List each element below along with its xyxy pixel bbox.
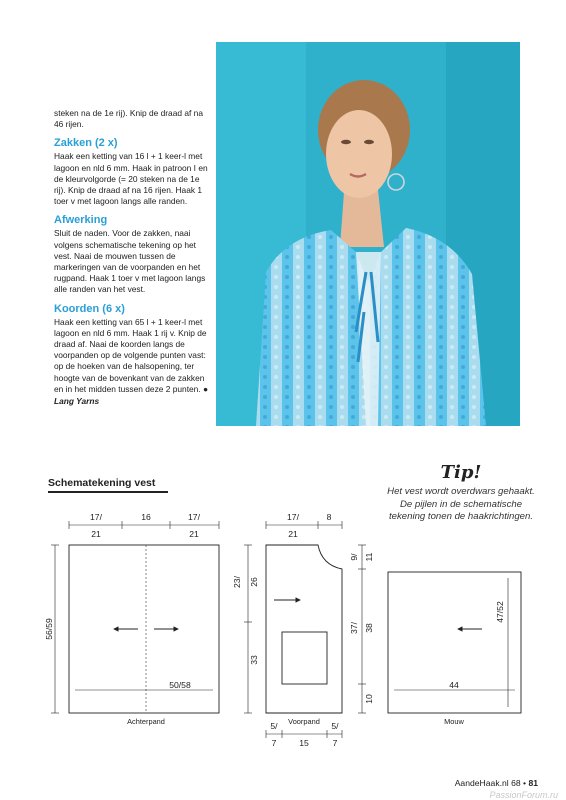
front-top-b: 21 (288, 529, 298, 539)
section-text-afwerking: Sluit de naden. Voor de zakken, naai volgens schematische tekening op het vest. Naai de mouwen tussen de markeringen van de voorpanden en het rugpand. Haak 1 toer v met lagoon langs alle randen van het vest. (54, 228, 206, 295)
front-panel (232, 512, 374, 748)
front-top-a: 17/ (287, 512, 299, 522)
schematic-diagram (0, 500, 566, 760)
front-right-top-a: 9/ (349, 553, 359, 561)
back-top-left-b: 21 (91, 529, 101, 539)
section-title-afwerking: Afwerking (54, 214, 108, 227)
end-marker: ● (203, 383, 209, 394)
front-top-neck: 8 (326, 512, 332, 522)
watermark: PassionForum.ru (489, 790, 558, 800)
model-photo (216, 42, 520, 426)
footer-bullet: • (523, 778, 527, 788)
tip-title: Tip! (440, 462, 482, 483)
front-label: Voorpand (288, 717, 320, 726)
back-top-right-b: 21 (189, 529, 199, 539)
front-left-upper-b: 26 (249, 577, 259, 587)
sleeve-label: Mouw (444, 717, 464, 726)
front-bottom-right-b: 7 (332, 738, 338, 748)
pocket-outline (282, 632, 327, 684)
intro-text: steken na de 1e rij). Knip de draad af na 46 rijen. (54, 108, 203, 130)
front-bottom-left-a: 5/ (270, 721, 278, 731)
footer-site: AandeHaak.nl 68 (454, 778, 521, 788)
front-bottom-right-a: 5/ (331, 721, 339, 731)
back-height: 56/59 (44, 618, 54, 640)
section-title-zakken: Zakken (2 x) (54, 137, 118, 150)
section-text-koorden: Haak een ketting van 65 l + 1 keer-l met lagoon en nld 6 mm. Haak 1 rij v. Knip de draad af. Naai de koorden langs de voorpanden op de volgende punten vast: op de hoeken van de halsopening, ter hoogte van de bovenkant van de zakken en in het midden tussen deze 2 punten. ● (54, 316, 209, 394)
back-top-left-a: 17/ (90, 512, 102, 522)
sleeve-panel (388, 572, 521, 726)
instruction-column (54, 108, 210, 407)
section-title-koorden: Koorden (6 x) (54, 302, 125, 315)
section-text-zakken: Haak een ketting van 16 l + 1 keer-l met lagoon en nld 6 mm. Haak in patroon I en de kleurvolgorde (= 20 steken na de 1e rij). Knip de draad af na 16 rijen. Haak 1 toer v met lagoon langs alle randen. (54, 151, 208, 207)
back-panel (44, 512, 219, 726)
signature: Lang Yarns (54, 396, 100, 407)
page-footer (455, 778, 538, 788)
front-left-upper-a: 23/ (232, 576, 242, 588)
back-label: Achterpand (127, 717, 165, 726)
front-right-mid-b: 38 (364, 623, 374, 633)
sleeve-height: 47/52 (495, 601, 505, 623)
back-top-right-a: 17/ (188, 512, 200, 522)
schematic-title-underline (48, 491, 168, 493)
back-top-mid: 16 (141, 512, 151, 522)
front-bottom-left-b: 7 (271, 738, 277, 748)
front-right-mid-a: 37/ (349, 622, 359, 634)
page-number: 81 (528, 778, 538, 788)
back-width: 50/58 (169, 680, 191, 690)
schematic-title: Schematekening vest (48, 477, 156, 489)
front-left-lower: 33 (249, 655, 259, 665)
front-right-top-b: 11 (364, 552, 374, 562)
front-right-low: 10 (364, 694, 374, 704)
photo-illustration (216, 42, 520, 426)
tip-text: Het vest wordt overdwars gehaakt. De pijlen in de schematische tekening tonen de haakrichtingen. (387, 486, 535, 522)
front-bottom-mid: 15 (299, 738, 309, 748)
sleeve-width: 44 (449, 680, 459, 690)
